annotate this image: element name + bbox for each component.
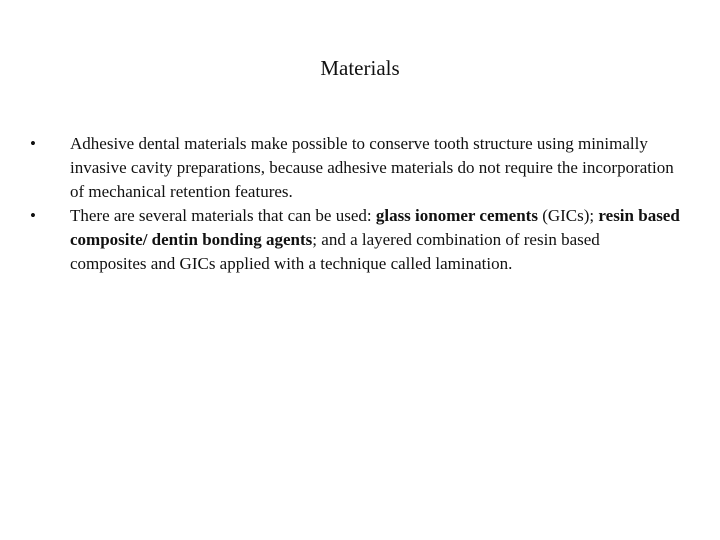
bullet-list: [30, 132, 680, 276]
bold-term-glass-ionomer: glass ionomer cements: [375, 206, 538, 225]
slide-title: Materials: [320, 56, 400, 80]
bullet-text-part: ; and a layered combination of resin based composites and GICs applied with a technique called lamination.: [70, 230, 600, 273]
bullet-item-adhesive-materials: [30, 132, 680, 204]
bullet-item-materials-list: [30, 204, 680, 276]
bullet-icon: •: [30, 206, 36, 225]
bullet-text-part: (GICs);: [537, 206, 599, 225]
bullet-text-part: There are several materials that can be used:: [70, 206, 376, 225]
bold-term-resin-composite: resin based composite/ dentin bonding agents: [70, 206, 680, 249]
bullet-icon: •: [30, 134, 36, 153]
bullet-text: Adhesive dental materials make possible to conserve tooth structure using minimally invasive cavity preparations, because adhesive materials do not require the incorporation of mechanical retention features.: [70, 134, 674, 201]
